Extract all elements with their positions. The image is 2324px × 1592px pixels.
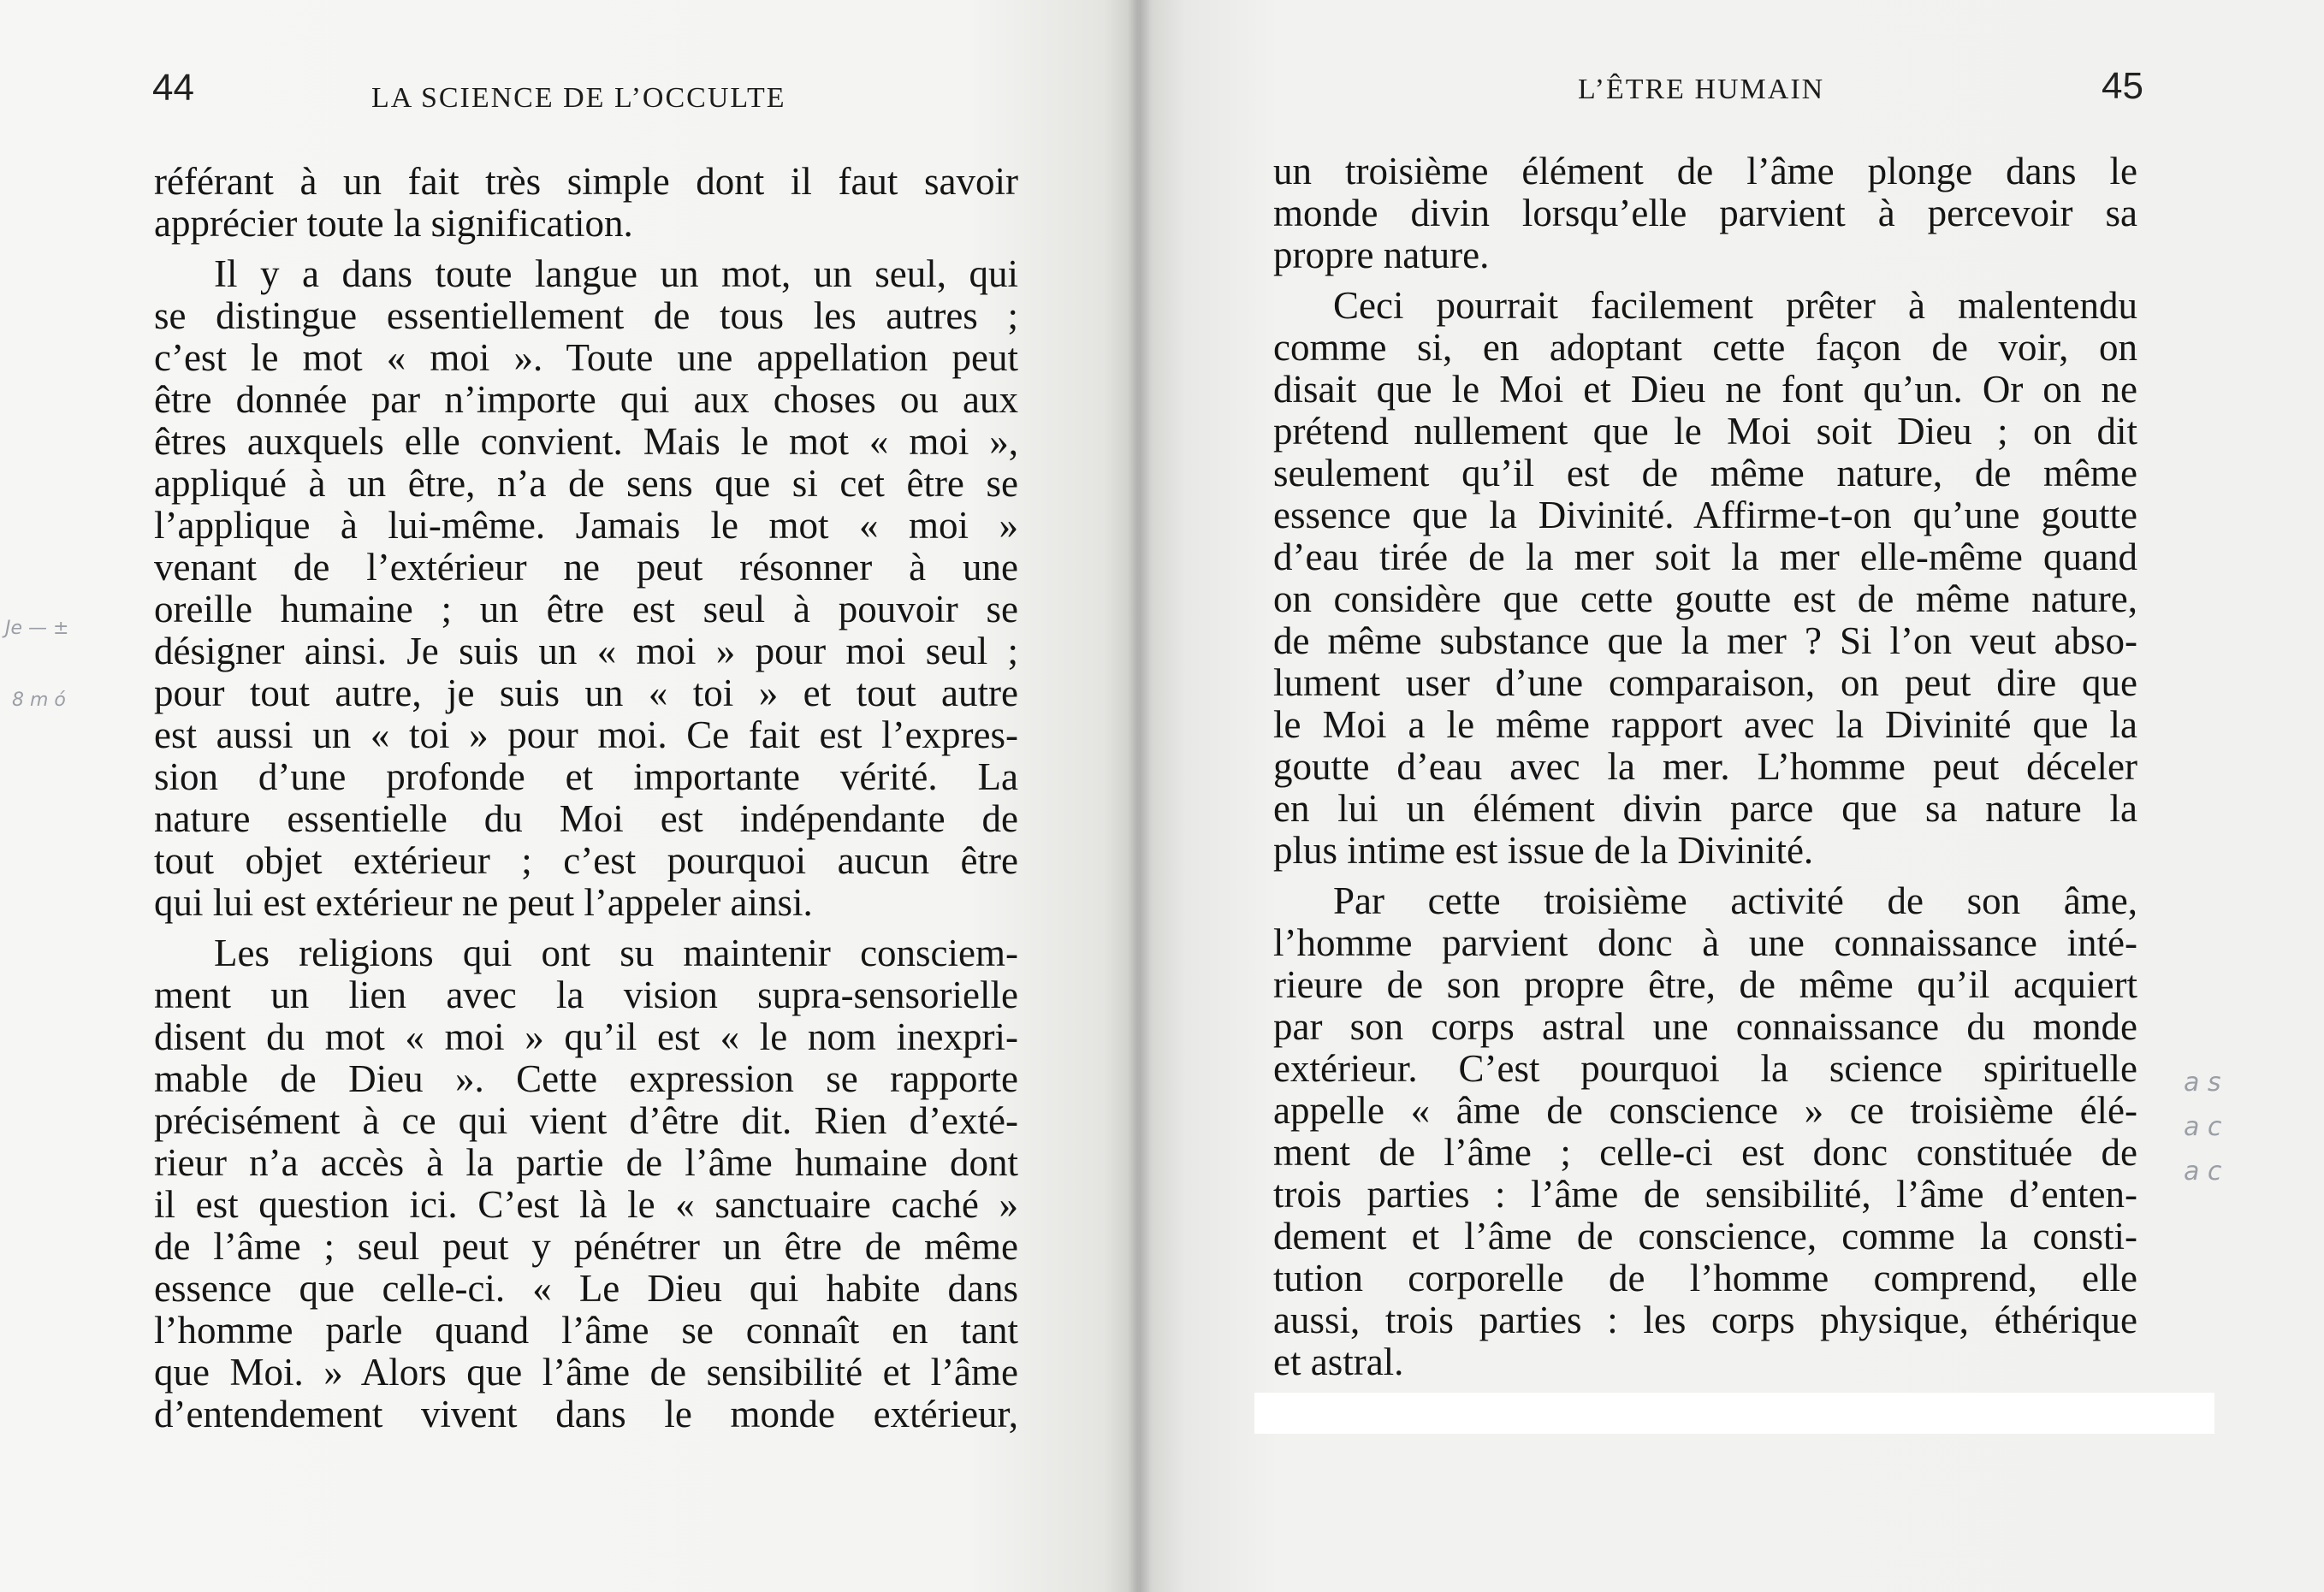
paragraph	[154, 932, 1018, 1435]
left-page	[0, 0, 1138, 1592]
text-line: trois parties : l’âme de sensibilité, l’âme d’enten-	[1273, 1173, 2137, 1216]
text-line: seulement qu’il est de même nature, de même	[1273, 452, 2137, 494]
text-line: apprécier toute la signification.	[154, 202, 633, 245]
margin-note: 8 m ó	[12, 689, 66, 711]
running-head: L’ÊTRE HUMAIN	[1578, 74, 1825, 105]
text-line: ment un lien avec la vision supra-sensorielle	[154, 974, 1018, 1016]
text-line: goutte d’eau avec la mer. L’homme peut déceler	[1273, 745, 2137, 788]
text-line: essence que celle-ci. « Le Dieu qui habite dans	[154, 1267, 1018, 1310]
text-line: Il y a dans toute langue un mot, un seul, qui	[214, 252, 1018, 295]
text-line: sion d’une profonde et importante vérité. La	[154, 755, 1018, 798]
text-line: et astral.	[1273, 1340, 1404, 1383]
text-line: Les religions qui ont su maintenir consciem-	[214, 932, 1018, 974]
text-line: le Moi a le même rapport avec la Divinité que la	[1273, 703, 2137, 746]
text-line: Par cette troisième activité de son âme,	[1333, 879, 2137, 922]
text-line: appelle « âme de conscience » ce troisième élé-	[1273, 1089, 2137, 1132]
margin-note: a s	[2184, 1068, 2221, 1098]
text-line: il est question ici. C’est là le « sanctuaire caché »	[154, 1183, 1018, 1226]
text-line: mable de Dieu ». Cette expression se rapporte	[154, 1057, 1018, 1100]
paragraph	[1273, 285, 2137, 872]
text-line: plus intime est issue de la Divinité.	[1273, 829, 1814, 872]
body-text	[1273, 151, 2137, 1392]
white-strip	[1254, 1393, 2214, 1434]
text-line: de même substance que la mer ? Si l’on veut abso-	[1273, 619, 2137, 662]
text-line: est aussi un « toi » pour moi. Ce fait est l’expres-	[154, 713, 1018, 756]
paragraph	[1273, 880, 2137, 1383]
text-line: pour tout autre, je suis un « toi » et tout autre	[154, 672, 1018, 714]
text-line: c’est le mot « moi ». Toute une appellation peut	[154, 336, 1018, 379]
margin-note: a c	[2184, 1157, 2222, 1187]
book-gutter	[1128, 0, 1152, 1592]
text-line: êtres auxquels elle convient. Mais le mot « moi »,	[154, 420, 1018, 463]
text-line: l’homme parle quand l’âme se connaît en tant	[154, 1309, 1018, 1352]
text-line: disent du mot « moi » qu’il est « le nom inexpri-	[154, 1015, 1018, 1058]
text-line: monde divin lorsqu’elle parvient à percevoir sa	[1273, 192, 2137, 234]
page-number: 44	[152, 67, 194, 109]
text-line: se distingue essentiellement de tous les autres ;	[154, 294, 1018, 337]
text-line: ment de l’âme ; celle-ci est donc constituée de	[1273, 1131, 2137, 1174]
text-line: référant à un fait très simple dont il faut savoir	[154, 160, 1018, 203]
text-line: oreille humaine ; un être est seul à pouvoir se	[154, 588, 1018, 630]
text-line: tout objet extérieur ; c’est pourquoi aucun être	[154, 839, 1018, 882]
text-line: par son corps astral une connaissance du monde	[1273, 1005, 2137, 1048]
text-line: que Moi. » Alors que l’âme de sensibilité et l’âme	[154, 1351, 1018, 1394]
text-line: venant de l’extérieur ne peut résonner à une	[154, 546, 1018, 589]
running-head: LA SCIENCE DE L’OCCULTE	[371, 82, 786, 114]
text-line: propre nature.	[1273, 234, 1490, 276]
text-line: en lui un élément divin parce que sa nature la	[1273, 787, 2137, 830]
body-text	[154, 161, 1018, 1444]
text-line: nature essentielle du Moi est indépendante de	[154, 797, 1018, 840]
text-line: un troisième élément de l’âme plonge dans le	[1273, 150, 2137, 192]
text-line: d’eau tirée de la mer soit la mer elle-même quand	[1273, 536, 2137, 578]
text-line: lument user d’une comparaison, on peut dire que	[1273, 661, 2137, 704]
right-page	[1138, 0, 2324, 1592]
page-number: 45	[2102, 65, 2143, 107]
text-line: dement et l’âme de conscience, comme la consti-	[1273, 1215, 2137, 1258]
text-line: désigner ainsi. Je suis un « moi » pour moi seul ;	[154, 630, 1018, 672]
text-line: aussi, trois parties : les corps physique, éthérique	[1273, 1299, 2137, 1341]
paragraph	[1273, 151, 2137, 276]
text-line: précisément à ce qui vient d’être dit. Rien d’exté-	[154, 1099, 1018, 1142]
text-line: essence que la Divinité. Affirme-t-on qu’une goutte	[1273, 494, 2137, 536]
text-line: être donnée par n’importe qui aux choses ou aux	[154, 378, 1018, 421]
text-line: on considère que cette goutte est de même nature,	[1273, 577, 2137, 620]
text-line: comme si, en adoptant cette façon de voir, on	[1273, 326, 2137, 369]
text-line: de l’âme ; seul peut y pénétrer un être de même	[154, 1225, 1018, 1268]
text-line: qui lui est extérieur ne peut l’appeler ainsi.	[154, 881, 813, 924]
text-line: d’entendement vivent dans le monde extérieur,	[154, 1393, 1018, 1435]
text-line: extérieur. C’est pourquoi la science spirituelle	[1273, 1047, 2137, 1090]
text-line: disait que le Moi et Dieu ne font qu’un. Or on ne	[1273, 368, 2137, 411]
margin-note: a c	[2184, 1112, 2222, 1142]
text-line: l’applique à lui-même. Jamais le mot « moi »	[154, 504, 1018, 547]
text-line: tution corporelle de l’homme comprend, elle	[1273, 1257, 2137, 1299]
paragraph	[154, 161, 1018, 245]
text-line: rieur n’a accès à la partie de l’âme humaine dont	[154, 1141, 1018, 1184]
text-line: rieure de son propre être, de même qu’il acquiert	[1273, 963, 2137, 1006]
text-line: appliqué à un être, n’a de sens que si cet être se	[154, 462, 1018, 505]
paragraph	[154, 253, 1018, 924]
margin-note: Je — ±	[5, 618, 69, 639]
text-line: prétend nullement que le Moi soit Dieu ; on dit	[1273, 410, 2137, 453]
text-line: l’homme parvient donc à une connaissance inté-	[1273, 921, 2137, 964]
text-line: Ceci pourrait facilement prêter à malentendu	[1333, 284, 2137, 327]
